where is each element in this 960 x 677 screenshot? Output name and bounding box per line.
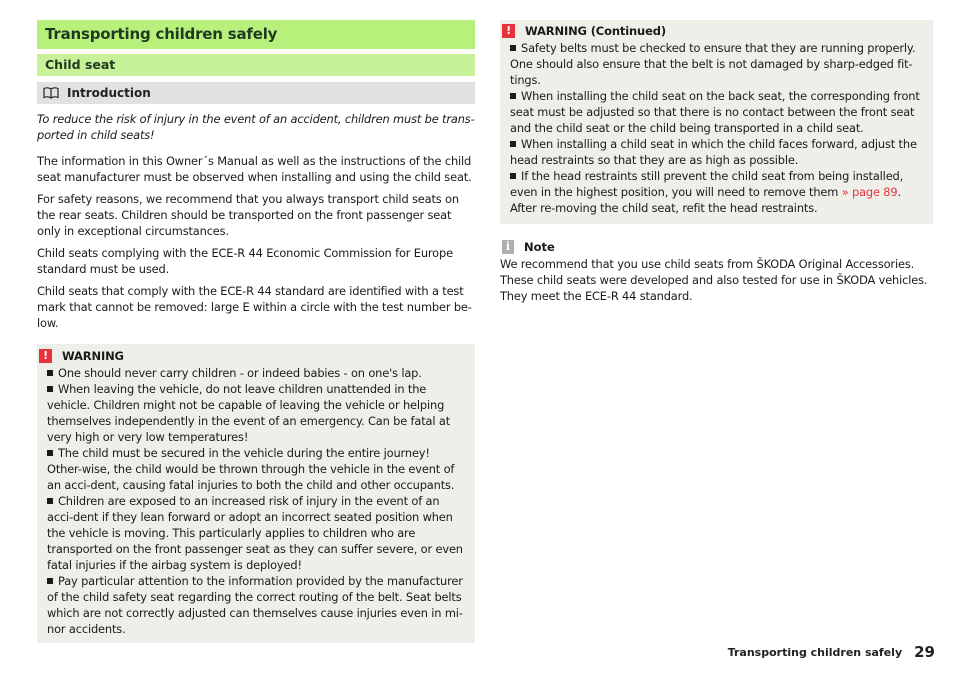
note-title: Note [524,240,555,254]
paragraph: The information in this Owner´s Manual as well as the instructions of the child seat manufacturer must be observed when installing and using the child seat. [37,154,472,184]
right-column [500,20,933,310]
warning-item: Children are exposed to an increased risk of injury in the event of an acci-dent if they lean forward or adopt an incorrect seated position when the vehicle is moving. This particularly applies to children who are transported on the front passenger seat as they can suffer severe, or even fatal injuries if the airbag system is deployed! [47,494,463,572]
warning-item: Safety belts must be checked to ensure that they are running properly. One should also ensure that the belt is not damaged by sharp-edged fit-tings. [510,41,916,87]
warning-icon: ! [502,24,515,38]
bullet-icon [47,386,53,392]
bullet-icon [47,498,53,504]
paragraph: For safety reasons, we recommend that you always transport child seats on the rear seats. Children should be transported on the front passenger seat only in exceptional circumstances. [37,192,459,238]
chapter-heading: Transporting children safely [37,20,475,49]
paragraph: Child seats complying with the ECE-R 44 Economic Commission for Europe standard must be used. [37,246,453,276]
info-icon: i [502,240,514,254]
footer-section-title: Transporting children safely [727,645,903,659]
book-icon [43,87,59,99]
paragraph: Child seats that comply with the ECE-R 44 standard are identified with a test mark that cannot be removed: large E within a circle with the test number be-low. [37,284,472,330]
warning-item: When installing a child seat in which the child faces forward, adjust the head restraints so that they are as high as possible. [510,137,917,167]
bullet-icon [510,173,516,179]
bullet-icon [510,141,516,147]
warning-item: The child must be secured in the vehicle during the entire journey! Other-wise, the child would be thrown through the vehicle in the event of an acci-dent, causing fatal injuries to both the child and other occupants. [47,446,455,492]
intro-italic: To reduce the risk of injury in the event of an accident, children must be trans-ported in child seats! [37,112,475,142]
warning-title: WARNING (Continued) [525,24,666,38]
warning-item: If the head restraints still prevent the child seat from being installed, even in the highest position, you will need to remove them » page 89. After re-moving the child seat, refit the head restraints. [510,169,904,215]
section-heading: Child seat [37,54,475,76]
warning-box [37,344,475,643]
page-footer [728,643,935,661]
warning-header [500,23,923,39]
note-header [500,240,933,254]
bullet-icon [510,45,516,51]
warning-title: WARNING [62,349,124,363]
bullet-icon [510,93,516,99]
left-column [37,20,475,643]
warning-item: One should never carry children - or indeed babies - on one's lap. [47,365,465,381]
subsection-heading [37,82,475,104]
warning-header [37,348,465,364]
warning-item: Pay particular attention to the information provided by the manufacturer of the child safety seat regarding the correct routing of the belt. Seat belts which are not correctly adjusted can themselves cause injuries even in mi-nor accidents. [47,574,463,636]
page-number: 29 [914,643,935,661]
warning-continued-box [500,20,933,224]
warning-icon: ! [39,349,52,363]
bullet-icon [47,370,53,376]
subsection-heading-label: Introduction [67,86,151,100]
bullet-icon [47,450,53,456]
bullet-icon [47,578,53,584]
warning-item: When installing the child seat on the back seat, the corresponding front seat must be adjusted so that there is no contact between the front seat and the child seat or the child being transported in a child seat. [510,89,920,135]
note-text: We recommend that you use child seats from ŠKODA Original Accessories. These child seats were developed and also tested for use in ŠKODA vehicles. They meet the ECE-R 44 standard. [500,257,928,303]
page-reference-link[interactable]: » page 89 [841,185,898,199]
warning-item: When leaving the vehicle, do not leave children unattended in the vehicle. Children might not be capable of leaving the vehicle or helping themselves independently in the event of an emergency. Can be fatal at very high or very low temperatures! [47,382,451,444]
